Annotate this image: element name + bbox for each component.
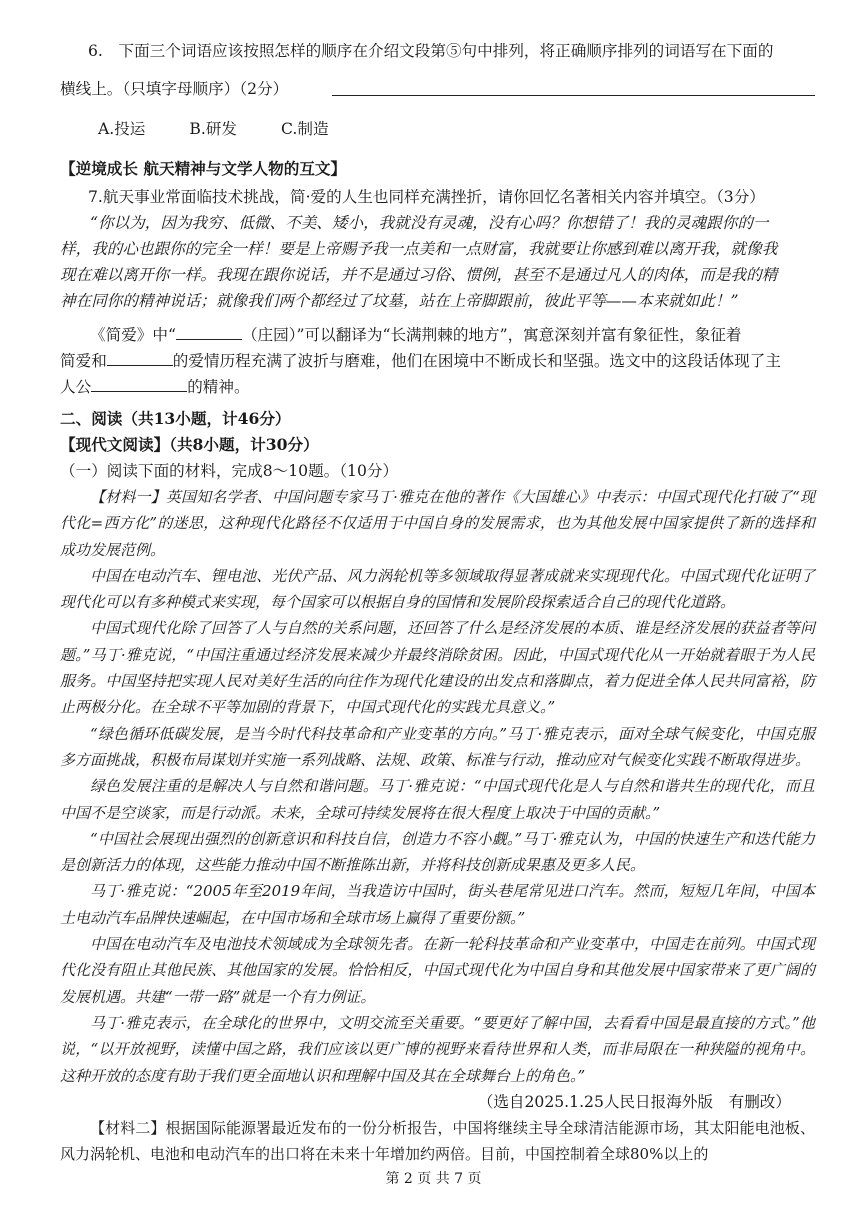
fill-line-1 xyxy=(60,322,815,348)
material-1 xyxy=(60,484,815,1089)
blank-spirit[interactable] xyxy=(91,375,187,392)
paragraph: 【材料一】英国知名学者、中国问题专家马丁·雅克在他的著作《大国雄心》中表示：中国式现代化打破了“现代化=西方化”的迷思，这种现代化路径不仅适用于中国自身的发展需求，也为其他发展中国家提供了新的选择和成功发展范例。 xyxy=(60,488,815,559)
blank-character-name[interactable] xyxy=(107,349,173,366)
section-title: 【逆境成长 航天精神与文学人物的互文】 xyxy=(60,159,347,178)
paragraph: “中国社会展现出强烈的创新意识和科技自信，创造力不容小觑。”马丁·雅克认为，中国的快速生产和迭代能力是创新活力的体现，这些能力推动中国不断推陈出新，并将科技创新成果惠及更多人民。 xyxy=(60,829,815,875)
option-b: B.研发 xyxy=(189,120,238,138)
jane-eyre-quote xyxy=(60,210,815,314)
fill-text: 《简爱》中“ xyxy=(90,326,176,344)
option-c: C.制造 xyxy=(281,120,329,138)
question-6-answer-line[interactable] xyxy=(332,77,815,96)
modern-reading-title: 【现代文阅读】（共8小题，计30分） xyxy=(60,435,319,454)
paragraph: 马丁·雅克表示，在全球化的世界中，文明交流至关重要。“要更好了解中国，去看看中国是最直接的方式。”他说，“以开放视野，读懂中国之路，我们应该以更广博的视野来看待世界和人类，而非局限在一种狭隘的视角中。这种开放的态度有助于我们更全面地认识和理解中国及其在全球舞台上的角色。” xyxy=(60,1013,815,1085)
quote-line: “你以为，因为我穷、低微、不美、矮小，我就没有灵魂，没有心吗？你想错了！我的灵魂跟你的一 xyxy=(90,214,769,232)
part-2-title: 二、阅读（共13小题，计46分） xyxy=(60,409,291,428)
fill-text: 简爱和 xyxy=(60,352,107,370)
fill-text: 人公 xyxy=(60,378,92,396)
paragraph: “绿色循环低碳发展，是当今时代科技革命和产业变革的方向。”马丁·雅克表示，面对全球气候变化，中国克服多方面挑战，积极布局谋划并实施一系列战略、法规、政策、标准与行动，推动应对气候变化实践不断取得进步。 xyxy=(60,724,815,769)
fill-text: 的精神。 xyxy=(187,378,250,396)
question-6-instruction: 横线上。（只填字母顺序）（2分） xyxy=(60,80,289,98)
quote-line: 样，我的心也跟你的完全一样！要是上帝赐予我一点美和一点财富，我就要让你感到难以离开我，就像我 xyxy=(60,240,778,258)
question-7-fill xyxy=(60,322,815,400)
paragraph: 中国在电动汽车、锂电池、光伏产品、风力涡轮机等多领域取得显著成就来实现现代化。中国式现代化证明了现代化可以有多种模式来实现，每个国家可以根据自身的国情和发展阶段探索适合自己的现代化道路。 xyxy=(60,566,815,612)
question-6-stem-line2 xyxy=(60,76,815,102)
paragraph: 【材料二】根据国际能源署最近发布的一份分析报告，中国将继续主导全球清洁能源市场，其太阳能电池板、风力涡轮机、电池和电动汽车的出口将在未来十年增加约两倍。目前，中国控制着全球80%以上的 xyxy=(60,1118,815,1164)
fill-line-3 xyxy=(60,374,815,400)
fill-line-2 xyxy=(60,348,815,374)
question-6-stem: 6. 下面三个词语应该按照怎样的顺序在介绍文段第⑤句中排列，将正确顺序排列的词语写在下面的 xyxy=(88,42,774,60)
material-1-source: （选自2025.1.25人民日报海外版 有删改） xyxy=(477,1092,791,1111)
reading-1-instruction: （一）阅读下面的材料，完成8～10题。（10分） xyxy=(60,462,399,480)
blank-manor-name[interactable] xyxy=(176,323,242,340)
question-6-options xyxy=(98,116,815,142)
option-a: A.投运 xyxy=(98,120,146,138)
paragraph: 中国在电动汽车及电池技术领域成为全球领先者。在新一轮科技革命和产业变革中，中国走在前列。中国式现代化没有阻止其他民族、其他国家的发展。恰恰相反，中国式现代化为中国自身和其他发展中国家带来了更广阔的发展机遇。共建“一带一路”就是一个有力例证。 xyxy=(60,935,815,1006)
material-2 xyxy=(60,1115,815,1168)
quote-line: 神在同你的精神说话；就像我们两个都经过了坟墓，站在上帝脚跟前，彼此平等——本来就如此！” xyxy=(60,292,739,310)
quote-line: 现在难以离开你一样。我现在跟你说话，并不是通过习俗、惯例，甚至不是通过凡人的肉体，而是我的精 xyxy=(60,266,778,284)
page-number: 第 2 页 共 7 页 xyxy=(385,1171,482,1187)
question-7-stem: 7.航天事业常面临技术挑战，简·爱的人生也同样充满挫折，请你回忆名著相关内容并填空。（3分） xyxy=(88,188,765,206)
paragraph: 中国式现代化除了回答了人与自然的关系问题，还回答了什么是经济发展的本质、谁是经济发展的获益者等问题。”马丁·雅克说，“中国注重通过经济发展来减少并最终消除贫困。因此，中国式现代化从一开始就着眼于为人民服务。中国坚持把实现人民对美好生活的向往作为现代化建设的出发点和落脚点，着力促进全体人民共同富裕，防止两极分化。在全球不平等加剧的背景下，中国式现代化的实践尤具意义。” xyxy=(60,619,815,717)
paragraph: 马丁·雅克说：“2005年至2019年间，当我造访中国时，街头巷尾常见进口汽车。然而，短短几年间，中国本土电动汽车品牌快速崛起，在中国市场和全球市场上赢得了重要份额。” xyxy=(60,882,815,927)
fill-text: 的爱情历程充满了波折与磨难，他们在困境中不断成长和坚强。选文中的这段话体现了主 xyxy=(172,352,781,370)
fill-text: （庄园）”可以翻译为“长满荆棘的地方”，寓意深刻并富有象征性，象征着 xyxy=(241,326,742,344)
paragraph: 绿色发展注重的是解决人与自然和谐问题。马丁·雅克说：“中国式现代化是人与自然和谐共生的现代化，而且中国不是空谈家，而是行动派。未来，全球可持续发展将在很大程度上取决于中国的贡献。” xyxy=(60,777,815,822)
